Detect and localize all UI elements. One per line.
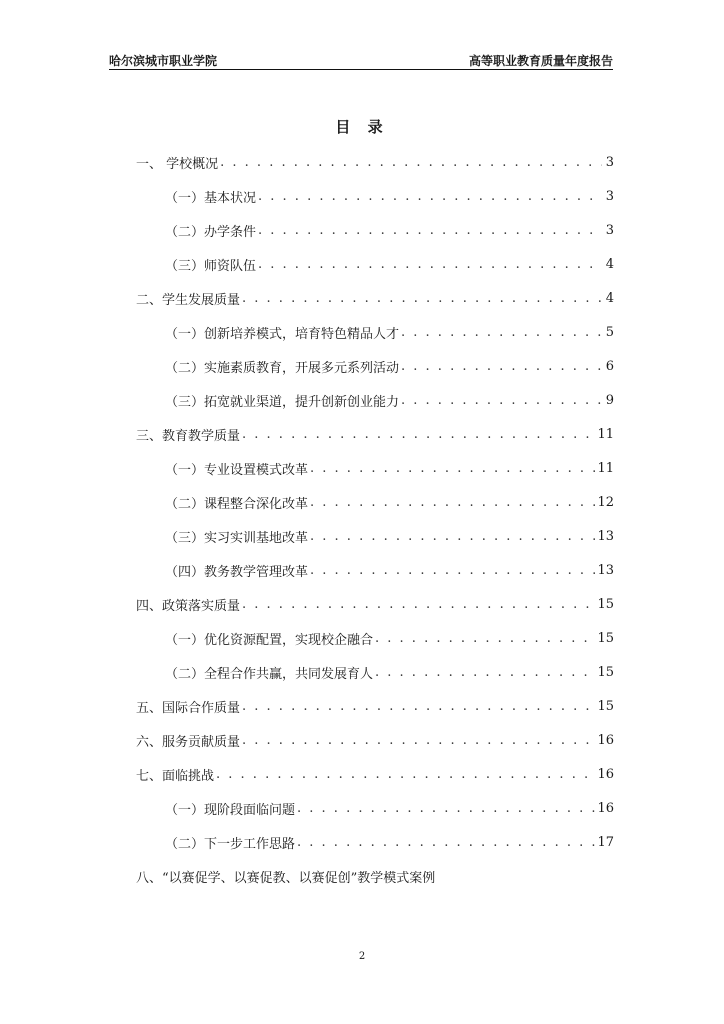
toc-entry[interactable]	[136, 145, 614, 179]
toc-entry[interactable]	[136, 621, 614, 655]
toc-entry[interactable]	[136, 757, 614, 791]
toc-entry[interactable]	[136, 281, 614, 315]
toc-dot-leader	[242, 597, 595, 612]
toc-entry-page: 3	[605, 222, 614, 238]
toc-entry-label: 七、面临挑战	[136, 768, 215, 784]
toc-dot-leader	[401, 325, 602, 340]
toc-entry[interactable]	[136, 349, 614, 383]
toc-entry-label: （二）课程整合深化改革	[165, 496, 309, 512]
toc-dot-leader	[242, 699, 595, 714]
toc-dot-leader	[375, 631, 595, 646]
toc-entry-page: 5	[605, 324, 614, 340]
toc-entry-label: （一）优化资源配置，实现校企融合	[165, 632, 374, 648]
toc-dot-leader	[310, 495, 595, 510]
toc-entry[interactable]	[136, 451, 614, 485]
toc-entry-page: 16	[597, 800, 614, 816]
toc-entry-label: （一）现阶段面临问题	[165, 802, 296, 818]
toc-entry-label: （二）办学条件	[165, 224, 257, 240]
toc-title: 目 录	[335, 118, 389, 136]
toc-entry[interactable]	[136, 655, 614, 689]
toc-entry-page: 15	[597, 596, 614, 612]
toc-entry-label: 四、政策落实质量	[136, 598, 241, 614]
toc-entry[interactable]	[136, 723, 614, 757]
toc-entry[interactable]	[136, 213, 614, 247]
toc-entry-label: 三、教育教学质量	[136, 428, 241, 444]
toc-dot-leader	[401, 393, 602, 408]
toc-entry-label: （四）教务教学管理改革	[165, 564, 309, 580]
toc-dot-leader	[401, 359, 602, 374]
toc-entry[interactable]	[136, 519, 614, 553]
toc-entry[interactable]	[136, 825, 614, 859]
toc-entry-label: 五、国际合作质量	[136, 700, 241, 716]
toc-entry-page: 16	[597, 732, 614, 748]
toc-entry-page: 9	[605, 392, 614, 408]
toc-dot-leader	[310, 529, 595, 544]
toc-entry-label: （一）专业设置模式改革	[165, 462, 309, 478]
toc-entry-page: 17	[597, 834, 614, 850]
toc-entry-page: 4	[605, 256, 614, 272]
toc-entry-label: （二）全程合作共赢，共同发展育人	[165, 666, 374, 682]
toc-dot-leader	[297, 801, 595, 816]
toc-entry-label: 一、 学校概况	[136, 156, 219, 172]
toc-entry-label: （二）下一步工作思路	[165, 836, 296, 852]
toc-entry[interactable]	[136, 417, 614, 451]
toc-dot-leader	[216, 767, 595, 782]
toc-dot-leader	[258, 257, 602, 272]
toc-entry-page: 3	[605, 154, 614, 170]
toc-dot-leader	[375, 665, 595, 680]
toc-entry[interactable]	[136, 485, 614, 519]
toc-entry-page: 15	[597, 630, 614, 646]
toc-entry-label: 二、学生发展质量	[136, 292, 241, 308]
header-school-name: 哈尔滨城市职业学院	[109, 54, 218, 68]
toc-dot-leader	[242, 427, 595, 442]
toc-entry-label: （三）拓宽就业渠道，提升创新创业能力	[165, 394, 400, 410]
toc-entry-label: 八、“以赛促学、以赛促教、以赛促创”教学模式案例	[136, 870, 436, 886]
toc-entry-page: 11	[597, 460, 614, 476]
toc-dot-leader	[310, 563, 595, 578]
toc-entry-page: 4	[605, 290, 614, 306]
toc-entry-label: 六、服务贡献质量	[136, 734, 241, 750]
toc-entry[interactable]	[136, 859, 614, 893]
toc-entry-label: （三）师资队伍	[165, 258, 257, 274]
toc-entry[interactable]	[136, 383, 614, 417]
toc-entry[interactable]	[136, 315, 614, 349]
toc-entry-page: 11	[597, 426, 614, 442]
toc-entry-label: （一）创新培养模式，培育特色精品人才	[165, 326, 400, 342]
toc-entry-page: 12	[597, 494, 614, 510]
toc-dot-leader	[310, 461, 595, 476]
toc-entry-label: （三）实习实训基地改革	[165, 530, 309, 546]
page-number: 2	[358, 951, 366, 962]
toc-dot-leader	[242, 291, 602, 306]
toc-entry-page: 15	[597, 664, 614, 680]
toc-dot-leader	[220, 155, 602, 170]
toc-entry-label: （二）实施素质教育，开展多元系列活动	[165, 360, 400, 376]
toc-entry-page: 15	[597, 698, 614, 714]
toc-entry-page: 16	[597, 766, 614, 782]
toc-entry[interactable]	[136, 553, 614, 587]
toc-entry-page: 13	[597, 528, 614, 544]
toc-entry[interactable]	[136, 689, 614, 723]
toc-entry-page: 13	[597, 562, 614, 578]
table-of-contents	[136, 145, 614, 893]
toc-entry[interactable]	[136, 179, 614, 213]
page-header	[109, 52, 613, 68]
toc-entry[interactable]	[136, 587, 614, 621]
toc-dot-leader	[242, 733, 595, 748]
header-report-title: 高等职业教育质量年度报告	[468, 54, 613, 68]
toc-entry[interactable]	[136, 791, 614, 825]
toc-entry-page: 3	[605, 188, 614, 204]
toc-dot-leader	[258, 189, 602, 204]
toc-dot-leader	[258, 223, 602, 238]
toc-entry-page: 6	[605, 358, 614, 374]
toc-dot-leader	[297, 835, 595, 850]
toc-entry-label: （一）基本状况	[165, 190, 257, 206]
toc-entry[interactable]	[136, 247, 614, 281]
header-divider	[109, 69, 613, 70]
